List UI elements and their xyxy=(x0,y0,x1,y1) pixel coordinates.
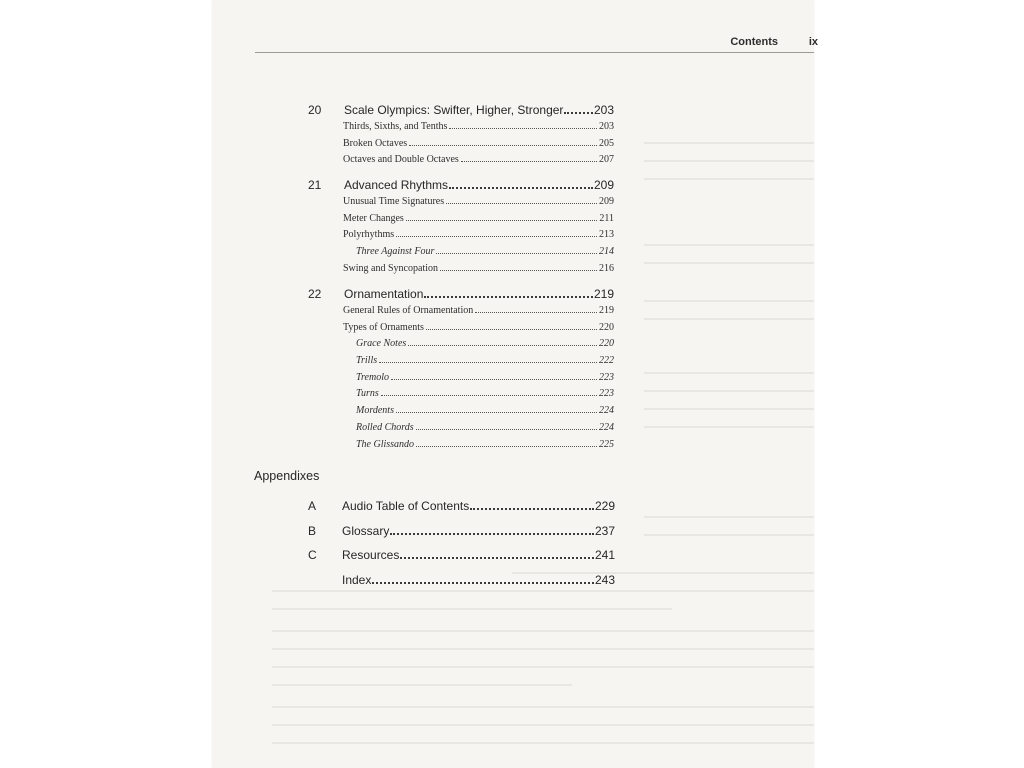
entry-title: Thirds, Sixths, and Tenths xyxy=(343,121,448,132)
dot-leader xyxy=(409,145,597,146)
appendix-title: Index xyxy=(342,573,372,587)
toc-entry[interactable] xyxy=(308,305,614,322)
subentry-title: Turns xyxy=(356,388,379,400)
entry-page: 220 xyxy=(599,321,614,333)
toc-chapter xyxy=(308,178,614,279)
subentry-page: 223 xyxy=(599,371,614,383)
entry-title: General Rules of Ornamentation xyxy=(343,305,474,316)
chapter-number: 20 xyxy=(308,103,322,117)
entry-page: 207 xyxy=(599,154,614,166)
subentry-title: Tremolo xyxy=(356,371,389,383)
dot-leader xyxy=(406,220,598,221)
bleed-through-line xyxy=(272,706,814,708)
entry-page: 211 xyxy=(599,212,614,224)
toc-subentry[interactable] xyxy=(308,405,614,422)
dot-leader xyxy=(396,236,597,237)
toc-chapter-heading[interactable] xyxy=(308,287,614,305)
subentry-page: 220 xyxy=(599,338,614,350)
bleed-through-line xyxy=(272,590,814,592)
chapter-page: 203 xyxy=(593,103,614,117)
dot-leader xyxy=(416,446,597,447)
entry-title: Swing and Syncopation xyxy=(343,262,438,274)
toc-entry[interactable] xyxy=(308,138,614,155)
toc-entry[interactable] xyxy=(308,213,614,230)
toc-subentry[interactable] xyxy=(308,388,614,405)
toc-entry[interactable] xyxy=(308,229,614,246)
dot-leader xyxy=(400,557,594,559)
appendix-entry[interactable] xyxy=(308,548,615,562)
bleed-through-line xyxy=(644,516,814,518)
dot-leader xyxy=(449,187,593,189)
book-page xyxy=(212,0,818,768)
entry-page: 203 xyxy=(599,121,614,132)
subentry-page: 224 xyxy=(599,421,614,433)
bleed-through-line xyxy=(644,142,814,144)
dot-leader xyxy=(475,312,597,313)
bleed-through-line xyxy=(644,178,814,180)
entry-page: 216 xyxy=(599,262,614,274)
toc-subentry[interactable] xyxy=(308,422,614,439)
bleed-through-line xyxy=(644,408,814,410)
appendix-letter: A xyxy=(308,499,317,513)
chapter-page: 209 xyxy=(593,178,614,192)
bleed-through-line xyxy=(272,630,814,632)
bleed-through-line xyxy=(644,390,814,392)
dot-leader xyxy=(440,270,597,271)
dot-leader xyxy=(426,329,597,330)
entry-title: Polyrhythms xyxy=(343,229,395,241)
dot-leader xyxy=(449,128,597,129)
appendix-letter: B xyxy=(308,524,317,538)
subentry-page: 225 xyxy=(599,438,614,450)
entry-title: Meter Changes xyxy=(343,212,404,224)
appendix-title: Glossary xyxy=(342,524,390,538)
appendix-page: 241 xyxy=(594,548,615,562)
toc-entry[interactable] xyxy=(308,322,614,339)
subentry-title: Mordents xyxy=(356,405,394,417)
toc-entry[interactable] xyxy=(308,154,614,171)
dot-leader xyxy=(390,533,594,535)
toc-subentry[interactable] xyxy=(308,439,614,456)
chapter-title: Advanced Rhythms xyxy=(344,178,449,192)
dot-leader xyxy=(391,379,597,380)
dot-leader xyxy=(396,412,597,413)
toc-entry[interactable] xyxy=(308,196,614,213)
entry-title: Broken Octaves xyxy=(343,137,408,149)
appendix-entry[interactable] xyxy=(308,573,615,587)
subentry-title: Trills xyxy=(356,355,378,367)
dot-leader xyxy=(379,362,597,363)
subentry-title: Rolled Chords xyxy=(356,421,414,433)
bleed-through-line xyxy=(272,684,572,686)
toc-chapter-heading[interactable] xyxy=(308,178,614,196)
dot-leader xyxy=(424,296,593,298)
entry-title: Octaves and Double Octaves xyxy=(343,154,459,166)
bleed-through-line xyxy=(272,742,814,744)
subentry-title: The Glissando xyxy=(356,438,415,450)
toc-chapter xyxy=(308,287,614,455)
appendix-title: Resources xyxy=(342,548,400,562)
appendix-letter: C xyxy=(308,548,317,562)
toc-entry[interactable] xyxy=(308,121,614,138)
chapter-number: 21 xyxy=(308,178,322,192)
chapter-page: 219 xyxy=(593,287,614,301)
subentry-title: Three Against Four xyxy=(356,246,435,258)
bleed-through-line xyxy=(272,608,672,610)
subentry-page: 224 xyxy=(599,405,614,417)
running-header xyxy=(255,36,818,53)
dot-leader xyxy=(416,429,597,430)
bleed-through-line xyxy=(644,372,814,374)
chapter-number: 22 xyxy=(308,287,322,301)
subentry-page: 223 xyxy=(599,388,614,400)
appendix-entry[interactable] xyxy=(308,499,615,513)
appendix-page: 229 xyxy=(594,499,615,513)
entry-page: 205 xyxy=(599,137,614,149)
appendix-page: 243 xyxy=(594,573,615,587)
toc-chapter-heading[interactable] xyxy=(308,103,614,121)
bleed-through-line xyxy=(644,534,814,536)
bleed-through-line xyxy=(644,244,814,246)
dot-leader xyxy=(372,582,594,584)
dot-leader xyxy=(408,345,597,346)
entry-page: 213 xyxy=(599,229,614,241)
subentry-page: 214 xyxy=(599,246,614,258)
chapter-title: Scale Olympics: Swifter, Higher, Stronger xyxy=(344,103,564,117)
toc-subentry[interactable] xyxy=(308,338,614,355)
appendix-entry[interactable] xyxy=(308,524,615,538)
entry-page: 219 xyxy=(599,305,614,316)
toc-entry[interactable] xyxy=(308,263,614,280)
bleed-through-line xyxy=(272,724,814,726)
appendixes-heading: Appendixes xyxy=(254,469,320,483)
subentry-title: Grace Notes xyxy=(356,338,407,350)
bleed-through-line xyxy=(644,160,814,162)
dot-leader xyxy=(470,508,594,510)
dot-leader xyxy=(436,253,597,254)
bleed-through-line xyxy=(644,262,814,264)
appendix-title: Audio Table of Contents xyxy=(342,499,470,513)
appendix-page: 237 xyxy=(594,524,615,538)
bleed-through-line xyxy=(644,300,814,302)
dot-leader xyxy=(461,161,597,162)
dot-leader xyxy=(564,112,593,114)
toc-subentry[interactable] xyxy=(308,372,614,389)
subentry-page: 222 xyxy=(599,355,614,367)
bleed-through-line xyxy=(644,426,814,428)
toc-subentry[interactable] xyxy=(308,246,614,263)
bleed-through-line xyxy=(272,648,814,650)
entry-page: 209 xyxy=(599,196,614,207)
entry-title: Unusual Time Signatures xyxy=(343,196,445,207)
entry-title: Types of Ornaments xyxy=(343,321,424,333)
running-header-page-number: ix xyxy=(808,36,818,48)
bleed-through-line xyxy=(272,666,814,668)
toc-chapter xyxy=(308,103,614,171)
running-header-title: Contents xyxy=(730,36,778,48)
toc-subentry[interactable] xyxy=(308,355,614,372)
bleed-through-line xyxy=(644,318,814,320)
dot-leader xyxy=(381,395,597,396)
dot-leader xyxy=(446,203,597,204)
chapter-title: Ornamentation xyxy=(344,287,424,301)
